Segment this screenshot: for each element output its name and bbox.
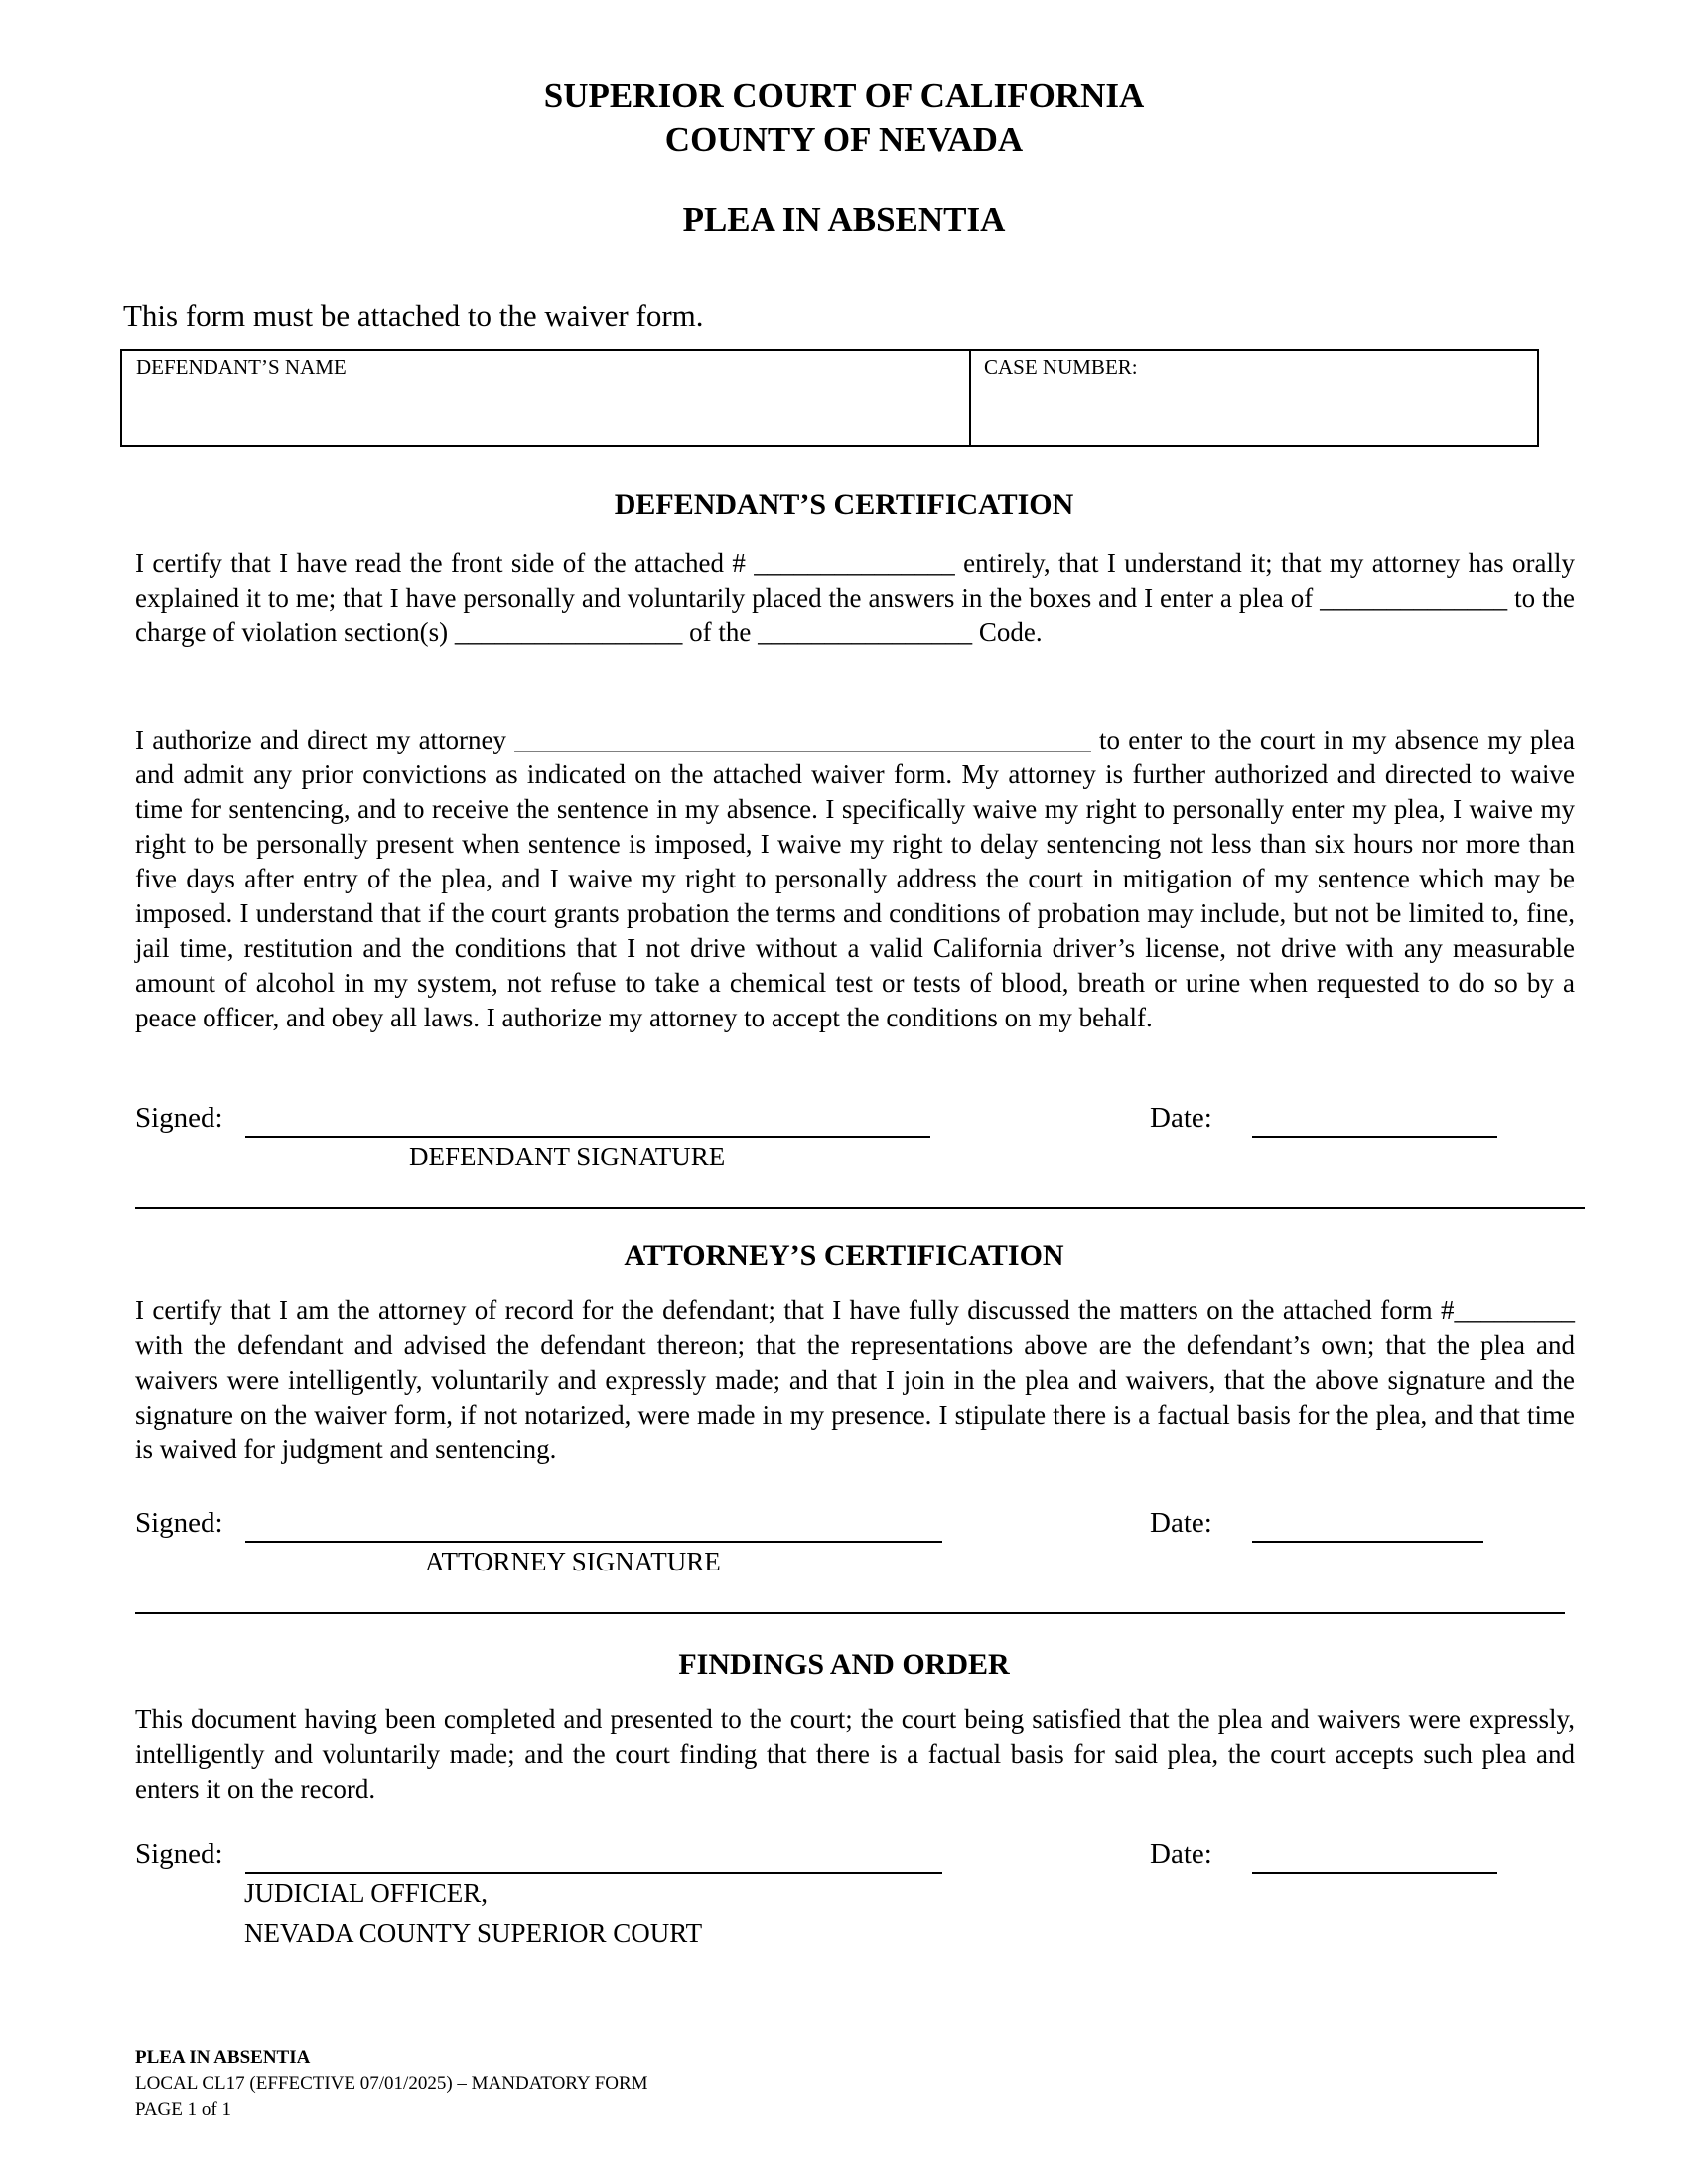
defendant-certification-heading: DEFENDANT’S CERTIFICATION — [614, 488, 1074, 521]
defendant-signature-line[interactable] — [245, 1136, 930, 1138]
court-name: SUPERIOR COURT OF CALIFORNIA — [543, 76, 1145, 115]
defendant-signed-label: Signed: — [135, 1102, 223, 1134]
intro-text: This form must be attached to the waiver form. — [123, 298, 704, 333]
page-title: PLEA IN ABSENTIA — [682, 201, 1006, 239]
defendant-certification-paragraph-2: I authorize and direct my attorney ___________________________________________ to enter to the court in my absence my plea and admit any prior convictions as indicated on the attached waiver form. My attorney is further authorized and directed to waive time for sentencing, and to receive the sentence in my absence. I specifically waive my right to personally enter my plea, I waive my right to be personally present when sentence is imposed, I waive my right to delay sentencing not less than six hours nor more than five days after entry of the plea, and I waive my right to personally address the court in mitigation of my sentence which may be imposed. I understand that if the court grants probation the terms and conditions of probation may include, but not be limited to, fine, jail time, restitution and the conditions that I not drive without a valid California driver’s license, not drive with any measurable amount of alcohol in my system, not refuse to take a chemical test or tests of blood, breath or urine when requested to do so by a peace officer, and obey all laws. I authorize my attorney to accept the conditions on my behalf. — [135, 725, 1575, 1032]
defendant-certification-paragraph-1: I certify that I have read the front side of the attached # _______________ entirely, that I understand it; that my attorney has orally explained it to me; that I have personally and voluntarily placed the answers in the boxes and I enter a plea of ______________ to the charge of violation section(s) _________________ of the ________________ Code. — [135, 548, 1575, 647]
judicial-date-line[interactable] — [1252, 1872, 1497, 1874]
defendant-date-label: Date: — [1150, 1102, 1212, 1134]
judicial-signed-label: Signed: — [135, 1839, 223, 1870]
attorney-signature-line[interactable] — [245, 1541, 942, 1543]
judicial-caption-line-2: NEVADA COUNTY SUPERIOR COURT — [244, 1918, 703, 1948]
attorney-date-label: Date: — [1150, 1507, 1212, 1539]
section-divider — [135, 1612, 1565, 1614]
defendant-name-field[interactable] — [136, 387, 950, 437]
footer-form-id: LOCAL CL17 (EFFECTIVE 07/01/2025) – MANDATORY FORM — [135, 2073, 648, 2094]
findings-paragraph: This document having been completed and presented to the court; the court being satisfied that the plea and waivers were expressly, intelligently and voluntarily made; and the court finding that there is a factual basis for said plea, the court accepts such plea and enters it on the record. — [135, 1705, 1575, 1804]
attorney-certification-heading: ATTORNEY’S CERTIFICATION — [624, 1239, 1064, 1272]
attorney-certification-paragraph: I certify that I am the attorney of record for the defendant; that I have fully discussed the matters on the attached form #_________ with the defendant and advised the defendant thereon; that the representations above are the defendant’s own; that the plea and waivers were intelligently, voluntarily and expressly made; and that I join in the plea and waivers, that the above signature and the signature on the waiver form, if not notarized, were made in my presence. I stipulate there is a factual basis for the plea, and that time is waived for judgment and sentencing. — [135, 1296, 1575, 1464]
section-divider — [135, 1207, 1585, 1209]
attorney-date-line[interactable] — [1252, 1541, 1483, 1543]
case-number-label: CASE NUMBER: — [984, 355, 1138, 379]
case-box-divider — [969, 351, 971, 447]
attorney-signature-caption: ATTORNEY SIGNATURE — [425, 1547, 721, 1576]
footer-form-title: PLEA IN ABSENTIA — [135, 2047, 311, 2068]
judicial-caption-line-1: JUDICIAL OFFICER, — [244, 1878, 489, 1908]
case-info-box — [120, 349, 1539, 447]
judicial-signature-line[interactable] — [245, 1872, 942, 1874]
defendant-date-line[interactable] — [1252, 1136, 1497, 1138]
county-name: COUNTY OF NEVADA — [664, 120, 1024, 159]
case-number-field[interactable] — [984, 387, 1520, 437]
judicial-date-label: Date: — [1150, 1839, 1212, 1870]
footer-page-number: PAGE 1 of 1 — [135, 2099, 231, 2119]
findings-heading: FINDINGS AND ORDER — [678, 1648, 1010, 1681]
defendant-name-label: DEFENDANT’S NAME — [136, 355, 347, 379]
attorney-signed-label: Signed: — [135, 1507, 223, 1539]
defendant-signature-caption: DEFENDANT SIGNATURE — [409, 1142, 726, 1171]
